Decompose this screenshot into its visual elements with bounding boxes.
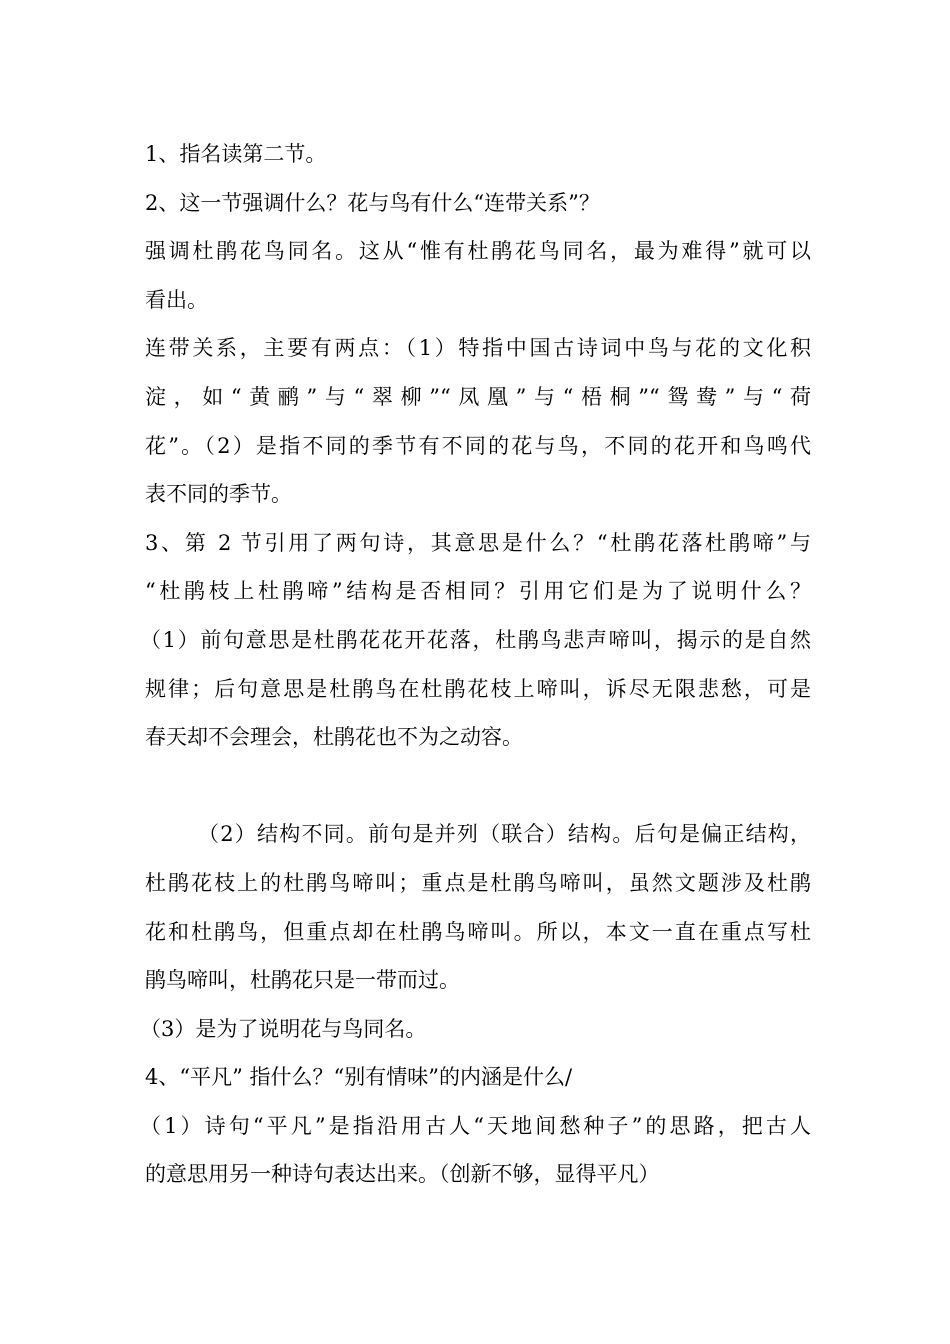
answer-4-part-1: （1）诗句“平凡”是指沿用古人“天地间愁种子”的思路，把古人 xyxy=(140,1113,811,1138)
question-2: 2、这一节强调什么？花与鸟有什么“连带关系”？ xyxy=(145,190,600,215)
question-3: 3、第 2 节引用了两句诗，其意思是什么？“杜鹃花落杜鹃啼”与 xyxy=(145,530,811,555)
answer-3-part-2: 花和杜鹃鸟，但重点却在杜鹃鸟啼叫。所以，本文一直在重点写杜 xyxy=(145,919,811,944)
answer-2-relation: 表不同的季节。 xyxy=(145,482,292,507)
answer-3-part-1: 规律；后句意思是杜鹃鸟在杜鹃花枝上啼叫，诉尽无限悲愁，可是 xyxy=(145,676,811,701)
question-1: 1、指名读第二节。 xyxy=(145,142,327,166)
answer-3-part-3: （3）是为了说明花与鸟同名。 xyxy=(140,1016,427,1041)
answer-3-part-2: 杜鹃花枝上的杜鹃鸟啼叫；重点是杜鹃鸟啼叫，虽然文题涉及杜鹃 xyxy=(145,870,811,895)
answer-2-relation: 淀，如“黄鹂”与“翠柳”“凤凰”与“梧桐”“鸳鸯”与“荷 xyxy=(145,384,811,409)
answer-4-part-1: 的意思用另一种诗句表达出来。（创新不够，显得平凡） xyxy=(145,1162,660,1187)
answer-3-part-1: （1）前句意思是杜鹃花花开花落，杜鹃鸟悲声啼叫，揭示的是自然 xyxy=(140,627,811,652)
answer-3-part-2: 鹃鸟啼叫，杜鹃花只是一带而过。 xyxy=(145,968,460,993)
answer-2-text: 强调杜鹃花鸟同名。这从“惟有杜鹃花鸟同名，最为难得”就可以 xyxy=(145,239,811,264)
question-4: 4、“平凡” 指什么？“别有情味”的内涵是什么/ xyxy=(145,1065,573,1090)
answer-3-part-2: （2）结构不同。前句是并列（联合）结构。后句是偏正结构， xyxy=(198,822,811,847)
answer-3-part-1: 春天却不会理会，杜鹃花也不为之动容。 xyxy=(145,725,523,750)
blank-line xyxy=(145,762,811,811)
answer-2-text: 看出。 xyxy=(145,287,208,312)
answer-2-relation: 花”。（2）是指不同的季节有不同的花与鸟，不同的花开和鸟鸣代 xyxy=(145,433,811,458)
question-3: “杜鹃枝上杜鹃啼”结构是否相同？引用它们是为了说明什么？ xyxy=(145,579,811,604)
document-body xyxy=(140,130,811,1199)
answer-2-relation: 连带关系，主要有两点：（1）特指中国古诗词中鸟与花的文化积 xyxy=(145,336,811,361)
